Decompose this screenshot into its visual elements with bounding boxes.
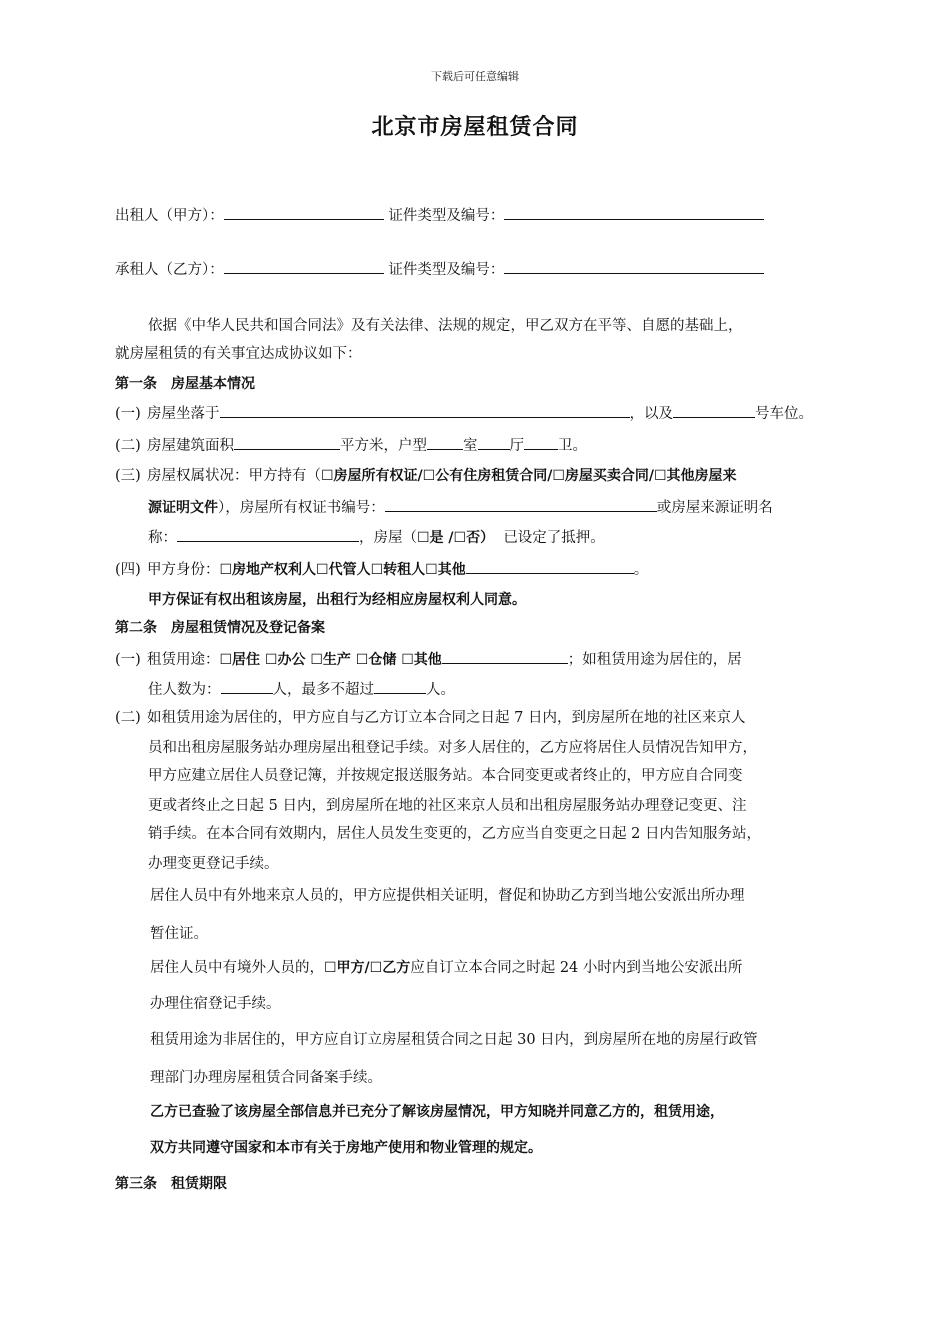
article1-guarantee: 甲方保证有权出租该房屋，出租行为经相应房屋权利人同意。 xyxy=(148,592,526,608)
baths-field[interactable] xyxy=(524,434,558,450)
article1-heading: 第一条 房屋基本情况 xyxy=(115,376,255,392)
residents-field[interactable] xyxy=(221,678,273,694)
item-text: 房屋坐落于 xyxy=(147,406,220,422)
usage-other-field[interactable] xyxy=(442,648,568,664)
item-text: 住人数为： xyxy=(148,682,221,698)
identity-other-field[interactable] xyxy=(466,558,634,574)
halls-field[interactable] xyxy=(478,434,510,450)
lessor-line xyxy=(115,204,764,226)
item-number: (二) xyxy=(115,710,141,726)
item-text: 号车位。 xyxy=(755,406,813,422)
source-doc-name-field[interactable] xyxy=(177,526,359,542)
item-text: 甲方身份： xyxy=(147,562,220,578)
lessee-id-field[interactable] xyxy=(504,258,764,274)
lessor-id-label: 证件类型及编号： xyxy=(388,208,505,224)
item-text: 应自订立本合同之时起 24 小时内到当地公安派出所 xyxy=(410,960,743,976)
item-number: (二) xyxy=(115,438,141,454)
max-residents-field[interactable] xyxy=(374,678,426,694)
lessee-name-field[interactable] xyxy=(224,258,384,274)
item-text: 。 xyxy=(633,562,649,578)
lessor-label: 出租人（甲方）： xyxy=(115,208,224,224)
article2-item1-line2 xyxy=(148,678,455,700)
item-text: 称： xyxy=(148,530,177,546)
certificate-number-field[interactable] xyxy=(385,496,657,512)
header-note: 下载后可任意编辑 xyxy=(431,70,519,83)
article2-p4-line2: 双方共同遵守国家和本市有关于房地产使用和物业管理的规定。 xyxy=(150,1140,542,1156)
item-text: 房屋建筑面积 xyxy=(147,438,234,454)
item-text: 源证明文件 xyxy=(148,500,218,516)
item-text: 卫。 xyxy=(558,438,587,454)
item-number: (一) xyxy=(115,406,141,422)
item-text: ，以及 xyxy=(629,406,673,422)
article2-item2-line2: 员和出租房屋服务站办理房屋出租登记手续。对多人居住的，乙方应将居住人员情况告知甲方， xyxy=(148,740,757,756)
page-title: 北京市房屋租赁合同 xyxy=(371,115,579,140)
item-text: 租赁用途： xyxy=(147,652,220,668)
article2-p1-line2: 暂住证。 xyxy=(150,926,208,942)
article3-heading: 第三条 租赁期限 xyxy=(115,1176,227,1192)
article2-item2-line1 xyxy=(115,708,745,728)
article2-item2-line6: 办理变更登记手续。 xyxy=(148,856,279,872)
rooms-field[interactable] xyxy=(427,434,463,450)
registrant-checkboxes[interactable]: ☐甲方/☐乙方 xyxy=(324,960,411,976)
usage-checkboxes[interactable]: ☐居住 ☐办公 ☐生产 ☐仓储 ☐其他 xyxy=(219,652,442,668)
mortgage-checkboxes[interactable]: ☐是 /☐否） xyxy=(417,530,495,546)
lessor-name-field[interactable] xyxy=(224,204,384,220)
article2-heading: 第二条 房屋租赁情况及登记备案 xyxy=(115,620,325,636)
article1-item3-line3 xyxy=(148,526,605,548)
article2-p4-line1: 乙方已查验了该房屋全部信息并已充分了解该房屋情况，甲方知晓并同意乙方的，租赁用途， xyxy=(150,1104,724,1120)
article2-p1-line1: 居住人员中有外地来京人员的，甲方应提供相关证明，督促和协助乙方到当地公安派出所办理 xyxy=(150,888,745,904)
article1-item2 xyxy=(115,434,587,456)
item-text: 房屋权属状况：甲方持有（ xyxy=(147,468,321,484)
item-number: (四) xyxy=(115,562,141,578)
item-text: 已设定了抵押。 xyxy=(503,530,605,546)
article2-item2-line5: 销手续。在本合同有效期内，居住人员发生变更的，乙方应当自变更之日起 2 日内告知服务站， xyxy=(148,826,761,842)
item-text: 或房屋来源证明名 xyxy=(656,500,773,516)
item-number: (一) xyxy=(115,652,141,668)
item-number: (三) xyxy=(115,468,141,484)
item-text: 人，最多不超过 xyxy=(272,682,374,698)
item-text: 居住人员中有境外人员的， xyxy=(150,960,324,976)
lessor-id-field[interactable] xyxy=(504,204,764,220)
ownership-checkboxes[interactable]: ☐房屋所有权证/☐公有住房租赁合同/☐房屋买卖合同/☐其他房屋来 xyxy=(321,468,737,484)
article1-item3-line1 xyxy=(115,466,737,486)
article1-item4 xyxy=(115,558,648,580)
article2-p2-line2: 办理住宿登记手续。 xyxy=(150,996,281,1012)
preamble-line-2: 就房屋租赁的有关事宜达成协议如下： xyxy=(115,346,362,362)
lessee-label: 承租人（乙方）： xyxy=(115,262,224,278)
identity-checkboxes[interactable]: ☐房地产权利人☐代管人☐转租人☐其他 xyxy=(219,562,466,578)
item-text: ，房屋（ xyxy=(359,530,417,546)
item-text: 厅 xyxy=(509,438,524,454)
item-text: 平方米，户型 xyxy=(340,438,427,454)
article1-item1 xyxy=(115,402,813,424)
item-text: 室 xyxy=(463,438,478,454)
article2-item2-line4: 更或者终止之日起 5 日内，到房屋所在地的社区来京人员和出租房屋服务站办理登记变更、注 xyxy=(148,798,747,814)
article2-p3-line2: 理部门办理房屋租赁合同备案手续。 xyxy=(150,1070,382,1086)
item-text: ；如租赁用途为居住的，居 xyxy=(567,652,742,668)
area-field[interactable] xyxy=(234,434,340,450)
lessee-line xyxy=(115,258,764,280)
item-text: ），房屋所有权证书编号： xyxy=(218,500,385,516)
item-text: 人。 xyxy=(426,682,455,698)
preamble-line-1: 依据《中华人民共和国合同法》及有关法律、法规的规定，甲乙双方在平等、自愿的基础上， xyxy=(148,318,743,334)
article2-p2-line1 xyxy=(150,958,742,978)
article1-item3-line2 xyxy=(148,496,773,518)
item-text: 如租赁用途为居住的，甲方应自与乙方订立本合同之日起 7 日内，到房屋所在地的社区来京人 xyxy=(147,710,746,726)
parking-field[interactable] xyxy=(673,402,755,418)
article2-item2-line3: 甲方应建立居住人员登记簿，并按规定报送服务站。本合同变更或者终止的，甲方应自合同变 xyxy=(148,768,743,784)
article2-item1-line1 xyxy=(115,648,742,670)
article2-p3-line1: 租赁用途为非居住的，甲方应自订立房屋租赁合同之日起 30 日内，到房屋所在地的房屋行政管 xyxy=(150,1032,758,1048)
address-field[interactable] xyxy=(220,402,630,418)
lessee-id-label: 证件类型及编号： xyxy=(388,262,505,278)
